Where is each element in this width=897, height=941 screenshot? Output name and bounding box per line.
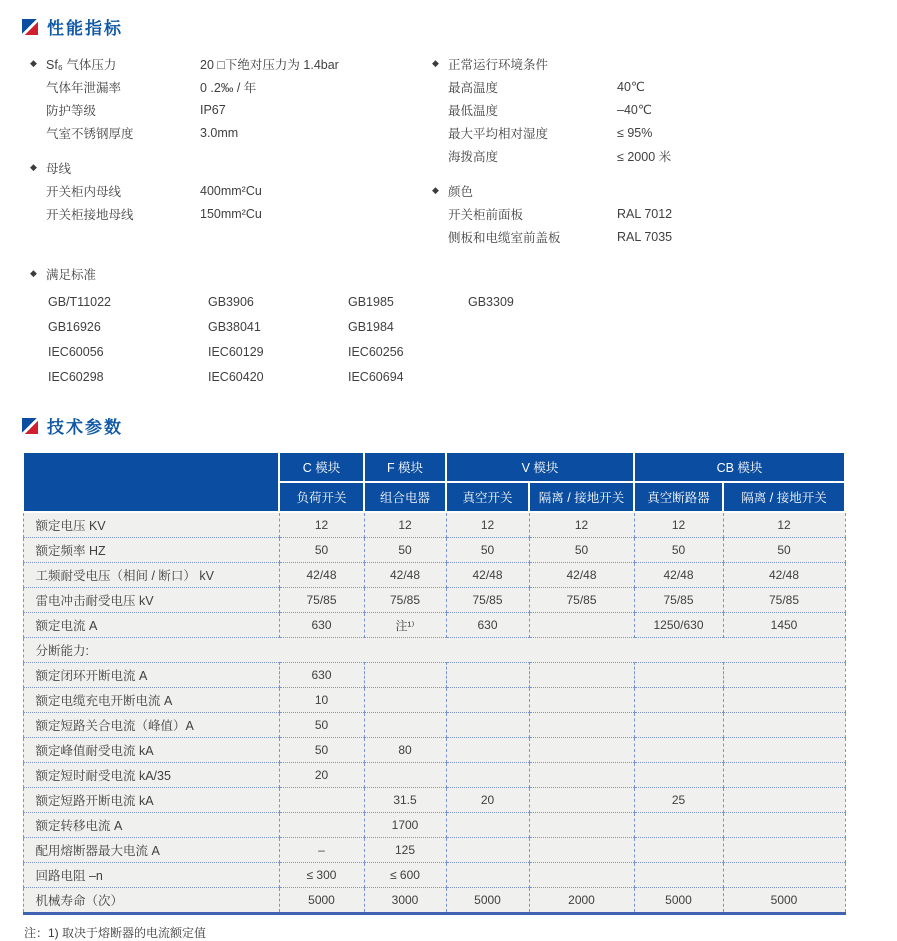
table-row <box>23 688 845 713</box>
spec-label: 母线 <box>46 161 72 176</box>
table-row <box>23 813 845 838</box>
param-label-cell: 额定短路关合电流（峰值）A <box>23 713 279 738</box>
param-label-cell: 额定短路开断电流 kA <box>23 788 279 813</box>
spec-value: –40℃ <box>617 103 652 117</box>
spec-group <box>30 52 432 144</box>
param-value-cell: 75/85 <box>634 588 723 613</box>
param-value-cell <box>634 813 723 838</box>
subheader-cell: 真空断路器 <box>634 482 723 512</box>
param-value-cell: 75/85 <box>364 588 446 613</box>
standard-item <box>468 314 897 339</box>
diamond-bullet-icon: ◆ <box>432 185 439 195</box>
performance-content <box>30 52 897 260</box>
subheader-cell: 真空开关 <box>446 482 529 512</box>
param-value-cell: 75/85 <box>279 588 364 613</box>
section-parameters <box>22 413 897 941</box>
param-value-cell <box>529 663 634 688</box>
parameters-title: 技术参数 <box>47 418 123 437</box>
performance-left-column <box>30 52 432 260</box>
standard-item: IEC60420 <box>208 369 264 384</box>
performance-right-column <box>432 52 897 260</box>
param-value-cell <box>529 688 634 713</box>
param-label-cell: 额定闭环开断电流 A <box>23 663 279 688</box>
param-value-cell <box>634 763 723 788</box>
param-label-cell: 配用熔断器最大电流 A <box>23 838 279 863</box>
param-value-cell <box>529 713 634 738</box>
spec-value: 40℃ <box>617 80 645 94</box>
standard-item: IEC60056 <box>48 344 104 359</box>
param-value-cell: 50 <box>364 538 446 563</box>
param-label-cell: 额定频率 HZ <box>23 538 279 563</box>
param-value-cell <box>446 763 529 788</box>
standard-item <box>468 364 897 389</box>
table-row <box>23 713 845 738</box>
param-value-cell <box>364 763 446 788</box>
param-value-cell <box>723 788 845 813</box>
param-value-cell <box>634 688 723 713</box>
table-footnote: 注：1) 取决于熔断器的电流额定值 <box>24 926 207 940</box>
spec-row <box>30 75 432 98</box>
param-value-cell <box>723 738 845 763</box>
spec-row <box>30 202 432 225</box>
spec-label: 最大平均相对湿度 <box>448 126 549 141</box>
spec-value: RAL 7012 <box>617 206 673 221</box>
module-header-cell: CB 模块 <box>634 452 845 482</box>
spec-row <box>30 179 432 202</box>
param-value-cell <box>279 813 364 838</box>
param-value-cell <box>723 663 845 688</box>
param-value-cell <box>446 713 529 738</box>
section-marker-icon <box>22 418 38 434</box>
spec-row <box>30 156 432 179</box>
param-label-cell: 额定转移电流 A <box>23 813 279 838</box>
param-value-cell <box>279 788 364 813</box>
param-value-cell: 42/48 <box>723 563 845 588</box>
param-label-cell: 回路电阻 –n <box>23 863 279 888</box>
spec-row <box>432 121 897 144</box>
param-label-cell: 雷电冲击耐受电压 kV <box>23 588 279 613</box>
param-label-cell: 额定电流 A <box>23 613 279 638</box>
param-value-cell <box>364 713 446 738</box>
param-label-cell: 额定短时耐受电流 kA/35 <box>23 763 279 788</box>
table-row <box>23 788 845 813</box>
standard-item: GB1985 <box>348 294 394 309</box>
spec-value: IP67 <box>200 102 226 117</box>
spec-row <box>432 52 897 75</box>
spec-value: ≤ 2000 米 <box>617 149 672 164</box>
performance-header <box>22 14 897 39</box>
param-value-cell <box>446 663 529 688</box>
spec-label: Sf₆ 气体压力 <box>46 57 117 72</box>
spec-value: 0 .2‰ / 年 <box>200 80 257 95</box>
diamond-bullet-icon: ◆ <box>432 58 439 68</box>
param-value-cell <box>723 838 845 863</box>
parameters-header <box>22 413 897 438</box>
spec-row <box>30 52 432 75</box>
table-row <box>23 738 845 763</box>
diamond-bullet-icon: ◆ <box>30 58 37 68</box>
param-value-cell <box>529 738 634 763</box>
param-value-cell: 注¹⁾ <box>364 613 446 638</box>
param-value-cell: ≤ 300 <box>279 863 364 888</box>
spec-label: 开关柜前面板 <box>448 207 524 222</box>
subheader-cell: 隔离 / 接地开关 <box>529 482 634 512</box>
param-value-cell <box>634 713 723 738</box>
spec-value: 400mm²Cu <box>200 183 262 198</box>
spec-row <box>432 202 897 225</box>
param-value-cell: 42/48 <box>634 563 723 588</box>
parameters-table-body <box>23 512 845 914</box>
param-value-cell: 31.5 <box>364 788 446 813</box>
spec-group <box>432 52 897 167</box>
param-label-cell: 额定峰值耐受电流 kA <box>23 738 279 763</box>
table-corner-cell <box>23 452 279 512</box>
param-value-cell <box>634 863 723 888</box>
param-value-cell <box>529 763 634 788</box>
param-value-cell: 12 <box>723 512 845 538</box>
param-label-cell: 工频耐受电压（相间 / 断口） kV <box>23 563 279 588</box>
param-label-cell: 额定电缆充电开断电流 A <box>23 688 279 713</box>
standards-group <box>30 262 897 389</box>
param-value-cell <box>723 763 845 788</box>
standard-item <box>468 339 897 364</box>
table-row <box>23 613 845 638</box>
spec-value: RAL 7035 <box>617 229 673 244</box>
param-value-cell: 1450 <box>723 613 845 638</box>
standard-item: IEC60256 <box>348 344 404 359</box>
param-value-cell: 50 <box>529 538 634 563</box>
standard-item: GB1984 <box>348 319 394 334</box>
param-value-cell: 12 <box>529 512 634 538</box>
param-value-cell <box>529 788 634 813</box>
module-header-cell: C 模块 <box>279 452 364 482</box>
param-value-cell <box>446 838 529 863</box>
standard-item: IEC60129 <box>208 344 264 359</box>
standards-heading-row <box>30 262 897 285</box>
param-value-cell: 50 <box>446 538 529 563</box>
spec-value: ≤ 95% <box>617 125 653 140</box>
table-row <box>23 588 845 613</box>
spec-row <box>432 75 897 98</box>
spec-label: 气体年泄漏率 <box>46 80 122 95</box>
param-value-cell <box>364 688 446 713</box>
standards-grid <box>30 289 897 389</box>
param-value-cell: ≤ 600 <box>364 863 446 888</box>
standard-item: IEC60298 <box>48 369 104 384</box>
param-value-cell: 5000 <box>279 888 364 914</box>
param-value-cell <box>364 663 446 688</box>
param-value-cell <box>529 613 634 638</box>
param-value-cell: 75/85 <box>446 588 529 613</box>
param-value-cell: 1700 <box>364 813 446 838</box>
spec-row <box>30 121 432 144</box>
param-value-cell <box>529 863 634 888</box>
spec-label: 侧板和电缆室前盖板 <box>448 230 561 245</box>
param-value-cell: 3000 <box>364 888 446 914</box>
param-value-cell: 12 <box>446 512 529 538</box>
standard-item: GB38041 <box>208 319 261 334</box>
table-row <box>23 638 845 663</box>
param-value-cell: 1250/630 <box>634 613 723 638</box>
subheader-cell: 负荷开关 <box>279 482 364 512</box>
param-value-cell: 5000 <box>634 888 723 914</box>
standard-item: IEC60694 <box>348 369 404 384</box>
performance-title: 性能指标 <box>47 19 123 38</box>
spec-value: 150mm²Cu <box>200 206 262 221</box>
param-value-cell: 50 <box>279 713 364 738</box>
parameters-table-head <box>23 452 845 512</box>
param-label-cell: 机械寿命（次） <box>23 888 279 914</box>
spec-label: 开关柜接地母线 <box>46 207 134 222</box>
param-value-cell <box>529 813 634 838</box>
param-value-cell <box>723 863 845 888</box>
diamond-bullet-icon: ◆ <box>30 268 37 278</box>
param-value-cell <box>634 838 723 863</box>
spec-label: 最低温度 <box>448 103 499 118</box>
spec-label: 海拨高度 <box>448 149 499 164</box>
param-value-cell: 50 <box>723 538 845 563</box>
table-row <box>23 888 845 914</box>
standards-heading: 满足标准 <box>46 267 97 282</box>
param-value-cell <box>634 663 723 688</box>
spec-row <box>432 98 897 121</box>
param-value-cell <box>723 813 845 838</box>
parameters-table <box>22 451 846 915</box>
spec-row <box>432 225 897 248</box>
spec-row <box>432 179 897 202</box>
table-row <box>23 763 845 788</box>
spec-label: 正常运行环境条件 <box>448 57 549 72</box>
param-value-cell: 80 <box>364 738 446 763</box>
param-value-cell: 5000 <box>446 888 529 914</box>
spec-label: 气室不锈钢厚度 <box>46 126 134 141</box>
param-value-cell <box>446 863 529 888</box>
section-marker-icon <box>22 19 38 35</box>
param-value-cell: 50 <box>634 538 723 563</box>
param-value-cell: 12 <box>279 512 364 538</box>
spec-group <box>30 156 432 225</box>
subheader-cell: 组合电器 <box>364 482 446 512</box>
param-value-cell: 42/48 <box>279 563 364 588</box>
standard-item: GB3309 <box>468 294 514 309</box>
param-value-cell <box>446 813 529 838</box>
param-value-cell: 20 <box>446 788 529 813</box>
table-row <box>23 663 845 688</box>
spec-value: 3.0mm <box>200 125 239 140</box>
param-value-cell: 42/48 <box>446 563 529 588</box>
param-value-cell <box>529 838 634 863</box>
table-row <box>23 538 845 563</box>
table-row <box>23 863 845 888</box>
param-value-cell: 42/48 <box>529 563 634 588</box>
module-header-cell: V 模块 <box>446 452 634 482</box>
param-value-cell: 50 <box>279 538 364 563</box>
param-value-cell: 20 <box>279 763 364 788</box>
param-value-cell: 12 <box>634 512 723 538</box>
param-value-cell: 2000 <box>529 888 634 914</box>
spec-value: 20 □下绝对压力为 1.4bar <box>200 57 339 72</box>
standard-item: GB16926 <box>48 319 101 334</box>
standard-item: GB/T11022 <box>48 294 112 309</box>
section-label-cell: 分断能力: <box>23 638 845 663</box>
param-value-cell: 630 <box>279 613 364 638</box>
subheader-cell: 隔离 / 接地开关 <box>723 482 845 512</box>
spec-label: 最高温度 <box>448 80 499 95</box>
param-value-cell <box>723 688 845 713</box>
param-value-cell: 125 <box>364 838 446 863</box>
param-value-cell: 630 <box>279 663 364 688</box>
param-value-cell: 630 <box>446 613 529 638</box>
diamond-bullet-icon: ◆ <box>30 162 37 172</box>
param-value-cell: 25 <box>634 788 723 813</box>
spec-row <box>30 98 432 121</box>
param-value-cell <box>446 738 529 763</box>
standard-item: GB3906 <box>208 294 254 309</box>
param-value-cell <box>634 738 723 763</box>
table-row <box>23 512 845 538</box>
param-value-cell: 5000 <box>723 888 845 914</box>
table-row <box>23 563 845 588</box>
table-row <box>23 838 845 863</box>
param-label-cell: 额定电压 KV <box>23 512 279 538</box>
param-value-cell <box>723 713 845 738</box>
spec-row <box>432 144 897 167</box>
section-performance <box>22 14 897 389</box>
param-value-cell: 75/85 <box>723 588 845 613</box>
spec-label: 开关柜内母线 <box>46 184 122 199</box>
spec-label: 防护等级 <box>46 103 97 118</box>
spec-group <box>432 179 897 248</box>
module-header-row <box>23 452 845 482</box>
param-value-cell: 42/48 <box>364 563 446 588</box>
param-value-cell <box>446 688 529 713</box>
param-value-cell: 12 <box>364 512 446 538</box>
module-header-cell: F 模块 <box>364 452 446 482</box>
param-value-cell: 10 <box>279 688 364 713</box>
param-value-cell: 50 <box>279 738 364 763</box>
param-value-cell: – <box>279 838 364 863</box>
spec-label: 颜色 <box>448 184 474 199</box>
param-value-cell: 75/85 <box>529 588 634 613</box>
